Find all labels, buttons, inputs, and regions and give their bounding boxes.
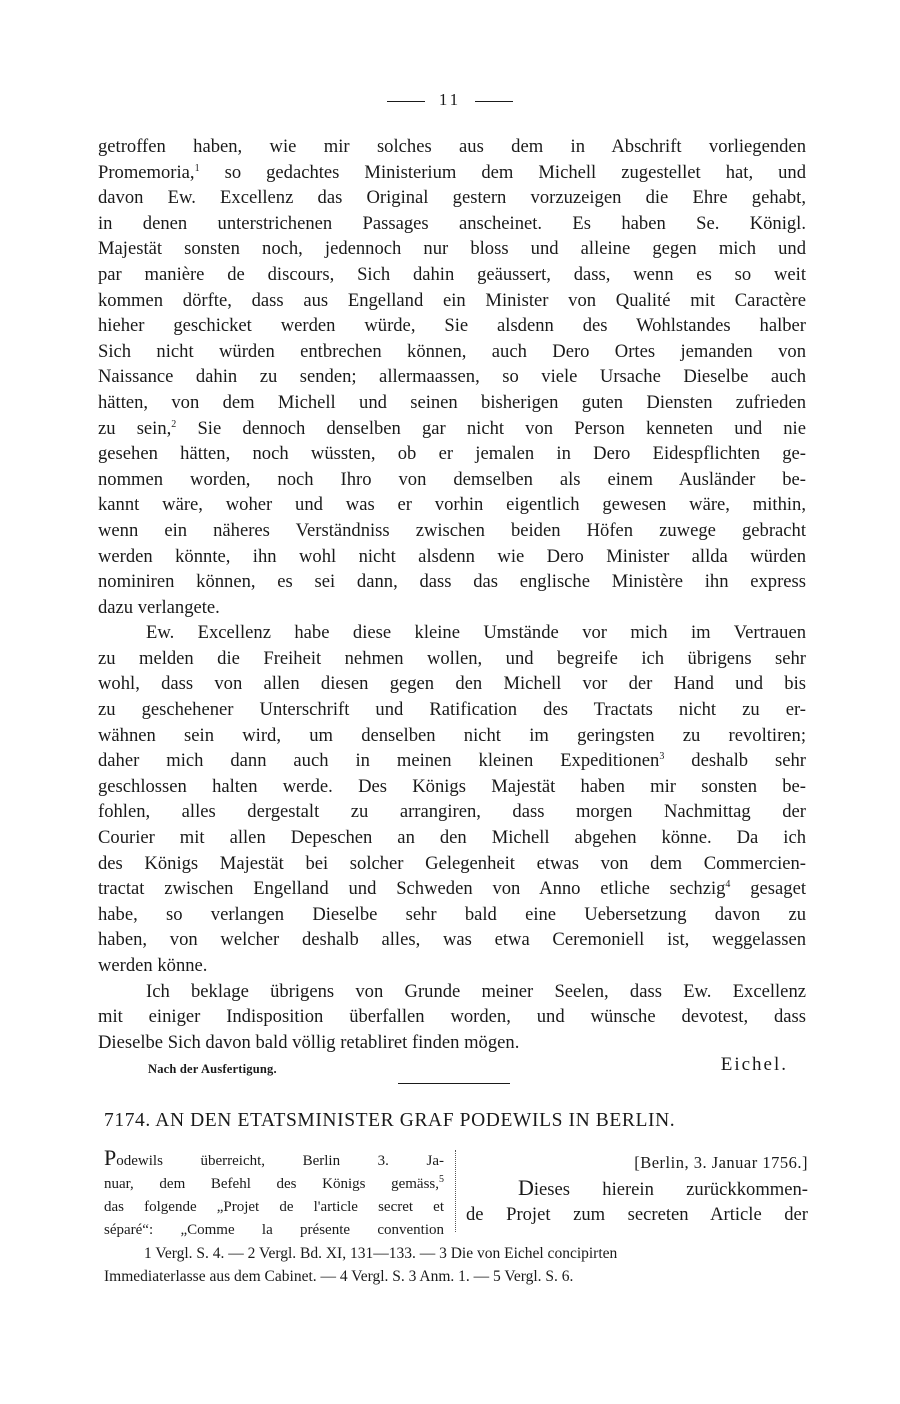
letter-date: [Berlin, 3. Januar 1756.] — [634, 1153, 808, 1172]
column-divider — [455, 1150, 456, 1232]
source-row — [98, 1054, 788, 1080]
summary-column: Podewils überreicht, Berlin 3. Ja- nuar, dem Befehl des Königs gemäss,$^5$ das folgende „Projet de l'article secret et séparé“: „Comme la présente convention — [104, 1145, 444, 1238]
dash-right — [475, 101, 513, 102]
footnote-line: Immediaterlasse aus dem Cabinet. — 4 Vergl. S. 3 Anm. 1. — 5 Vergl. S. 6. — [104, 1268, 574, 1285]
footnote-line: 1 Vergl. S. 4. — 2 Vergl. Bd. XI, 131—133. — 3 Die von Eichel concipirten — [144, 1245, 618, 1262]
footnote-mark: 3 — [659, 751, 665, 763]
dash-left — [387, 101, 425, 102]
summary-dropcap: P — [104, 1145, 117, 1170]
letter-column: [Berlin, 3. Januar 1756.] Dieses hierein zurückkommen- de Projet zum secreten Article der — [466, 1150, 808, 1227]
footnote-mark: 2 — [171, 418, 177, 430]
footnotes — [104, 1242, 808, 1288]
paragraph-3: Ich beklage übrigens von Grunde meiner Seelen, dass Ew. Excellenz mit einiger Indisposition überfallen worden, und wünsche devotest, dass Dieselbe Sich davon bald völlig retabliret finden mögen. — [98, 980, 806, 1053]
paragraph-1: getroffen haben, wie mir solches aus dem in Abschrift vorliegenden Promemoria,$^1$ so gedachtes Ministerium dem Michell zugestellet hat, und davon Ew. Excellenz das Original gestern vorzuzeigen die Ehre gehabt, in denen unterstrichenen Passages anscheinet. Es haben Se. Königl. Majestät sonsten noch, jedennoch nur bloss und alleine gegen mich und par manière de discours, Sich dahin geäussert, dass, wenn es so weit kommen dörfte, dass aus Engelland ein Minister von Qualité mit Caractère hieher geschicket werden würde, Sie alsdenn des Wohlstandes halber Sich nicht würden entbrechen können, auch Dero Ortes jemanden von Naissance dahin zu senden; allermaassen, so viele Ursache Dieselbe auch hätten, von dem Michell und seinen bisherigen guten Diensten zufrieden zu sein,$^2$ Sie dennoch denselben gar nicht von Person kenneten und nie gesehen hätten, noch wüssten, ob er jemalen in Dero Eidespflichten ge- nommen worden, noch Ihro von demselben als einem Ausländer be- kannt wäre, woher und was er vorhin eigentlich gewesen wäre, mithin, wenn ein näheres Verständniss zwischen beiden Höfen zuwege gebracht werden könnte, ihn wohl nicht alsdenn wie Dero Minister allda würden nominiren können, es sei dann, dass das englische Ministère ihn express dazu verlangete. — [98, 136, 806, 618]
source-note: Nach der Ausfertigung. — [148, 1062, 277, 1076]
signature: Eichel. — [720, 1054, 788, 1075]
footnote-mark: 1 — [194, 162, 200, 174]
footnote-mark: 4 — [725, 879, 731, 891]
page-number: 11 — [0, 90, 900, 110]
letter-dropcap: D — [518, 1175, 534, 1200]
paragraph-2: Ew. Excellenz habe diese kleine Umstände vor mich im Vertrauen zu melden die Freiheit nehmen wollen, und begreife ich übrigens sehr wohl, dass von allen diesen gegen den Michell vor der Hand und bis zu geschehener Unterschrift und Ratification des Tractats nicht zu er- wähnen sein wird, um denselben nicht im geringsten zu revoltiren; daher mich dann auch in meinen kleinen Expeditionen$^3$ deshalb sehr geschlossen halten werde. Des Königs Majestät haben mir sonsten be- fohlen, alles dergestalt zu arrangiren, dass morgen Nachmittag der Courier mit allen Depeschen an den Michell abgehen könne. Da ich des Königs Majestät bei solcher Gelegenheit etwas von dem Commercien- tractat zwischen Engelland und Schweden von Anno etliche sechzig$^4$ gesaget habe, so verlangen Dieselbe sehr bald eine Uebersetzung davon zu haben, von welcher deshalb alles, was etwa Ceremoniell ist, weggelassen werden könne. — [98, 622, 807, 976]
line-with-footnote-3: daher mich dann auch in meinen kleinen Expeditionen$^3$ deshalb sehr — [98, 750, 806, 772]
line-with-footnote-4: tractat zwischen Engelland und Schweden von Anno etliche sechzig$^4$ gesaget — [98, 878, 807, 900]
document-heading: 7174. AN DEN ETATSMINISTER GRAF PODEWILS IN BERLIN. — [104, 1110, 676, 1131]
line-with-footnote-2: zu sein,$^2$ Sie dennoch denselben gar nicht von Person kenneten und nie — [98, 417, 806, 439]
body-text — [98, 134, 806, 1055]
line-with-footnote-1: Promemoria,$^1$ so gedachtes Ministerium dem Michell zugestellet hat, und — [98, 161, 806, 183]
section-rule — [398, 1083, 510, 1084]
footnote-mark: 5 — [439, 1174, 444, 1185]
